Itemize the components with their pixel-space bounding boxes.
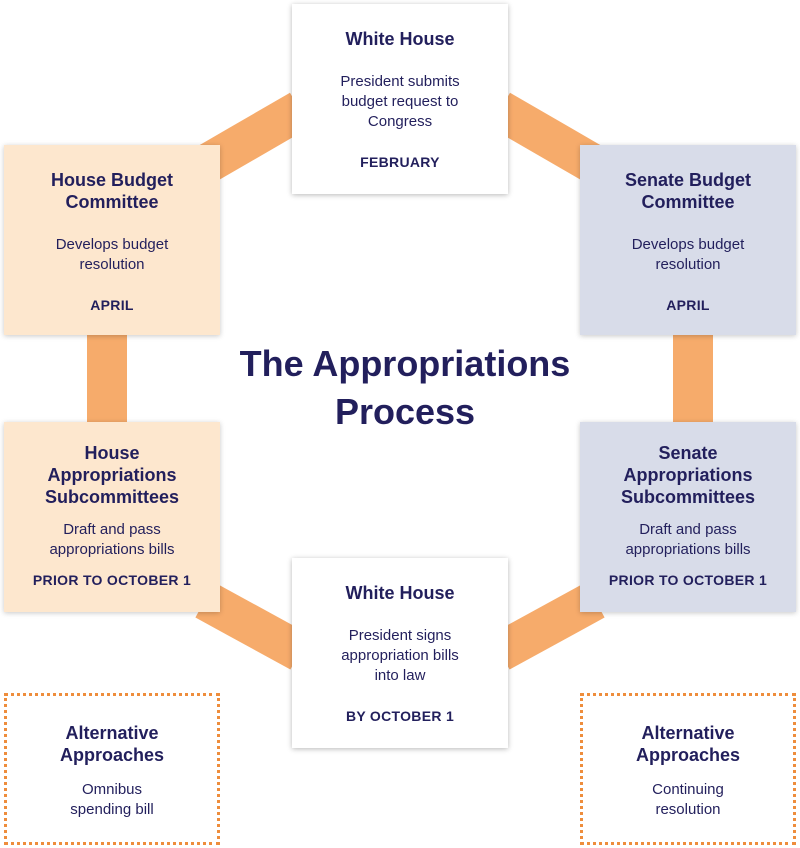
step-title (45, 442, 179, 508)
diagram-title-line-1: The Appropriations (239, 343, 571, 384)
step-description-line: President signs (348, 627, 452, 644)
step-title-line: Committee (641, 192, 735, 212)
step-description-line: Develops budget (55, 236, 169, 253)
alternative-title (636, 722, 740, 766)
step-senate-appropriations-subcommittees (580, 422, 796, 612)
step-description (49, 520, 174, 560)
step-description-line: Develops budget (631, 236, 745, 253)
step-date: FEBRUARY (360, 154, 440, 170)
step-title-line: Appropriations (47, 465, 177, 485)
step-house-budget-committee (4, 145, 220, 335)
step-title-line: White House (345, 29, 455, 49)
step-description-line: appropriations bills (49, 541, 175, 558)
step-white-house-sign (292, 558, 508, 748)
step-description-line: Draft and pass (639, 521, 737, 538)
step-title (51, 169, 173, 213)
diagram-title-line-2: Process (334, 391, 476, 432)
step-title-line: House (84, 443, 140, 463)
alternative-description-line: Omnibus (81, 781, 143, 798)
step-title-line: Subcommittees (44, 487, 180, 507)
step-description-line: into law (374, 667, 426, 684)
step-date: PRIOR TO OCTOBER 1 (32, 572, 192, 588)
step-description (56, 235, 169, 275)
alternative-title-line: Alternative (65, 723, 159, 743)
step-title (625, 169, 751, 213)
step-title-line: House Budget (50, 170, 173, 190)
step-description-line: resolution (79, 256, 145, 273)
step-date: BY OCTOBER 1 (345, 708, 455, 724)
step-description (341, 626, 459, 686)
step-senate-budget-committee (580, 145, 796, 335)
step-description (625, 520, 750, 560)
alternative-approaches-continuing-resolution (580, 693, 796, 845)
step-title-line: Senate Budget (624, 170, 752, 190)
alternative-description (652, 780, 724, 820)
step-date: APRIL (666, 297, 710, 313)
step-description-line: Draft and pass (63, 521, 161, 538)
step-title (345, 582, 454, 604)
step-white-house-submit (292, 4, 508, 194)
step-description (632, 235, 745, 275)
alternative-description-line: resolution (655, 801, 721, 818)
step-title-line: Appropriations (623, 465, 753, 485)
step-description-line: appropriation bills (341, 647, 459, 664)
alternative-title-line: Alternative (641, 723, 735, 743)
step-title-line: Senate (658, 443, 718, 463)
step-description-line: President submits (340, 73, 460, 90)
alternative-title-line: Approaches (635, 745, 741, 765)
alternative-approaches-omnibus (4, 693, 220, 845)
step-title-line: White House (345, 583, 455, 603)
step-date: APRIL (90, 297, 134, 313)
step-description-line: Congress (367, 113, 433, 130)
step-title (621, 442, 755, 508)
alternative-description-line: Continuing (652, 781, 724, 798)
step-title (345, 28, 454, 50)
alternative-title (60, 722, 164, 766)
alternative-description (70, 780, 153, 820)
step-description-line: budget request to (341, 93, 459, 110)
step-title-line: Committee (65, 192, 159, 212)
alternative-title-line: Approaches (59, 745, 165, 765)
alternative-description-line: spending bill (70, 801, 154, 818)
diagram-title (200, 340, 610, 436)
step-title-line: Subcommittees (620, 487, 756, 507)
step-house-appropriations-subcommittees (4, 422, 220, 612)
step-description (340, 72, 459, 132)
step-date: PRIOR TO OCTOBER 1 (608, 572, 768, 588)
step-description-line: resolution (655, 256, 721, 273)
step-description-line: appropriations bills (625, 541, 751, 558)
